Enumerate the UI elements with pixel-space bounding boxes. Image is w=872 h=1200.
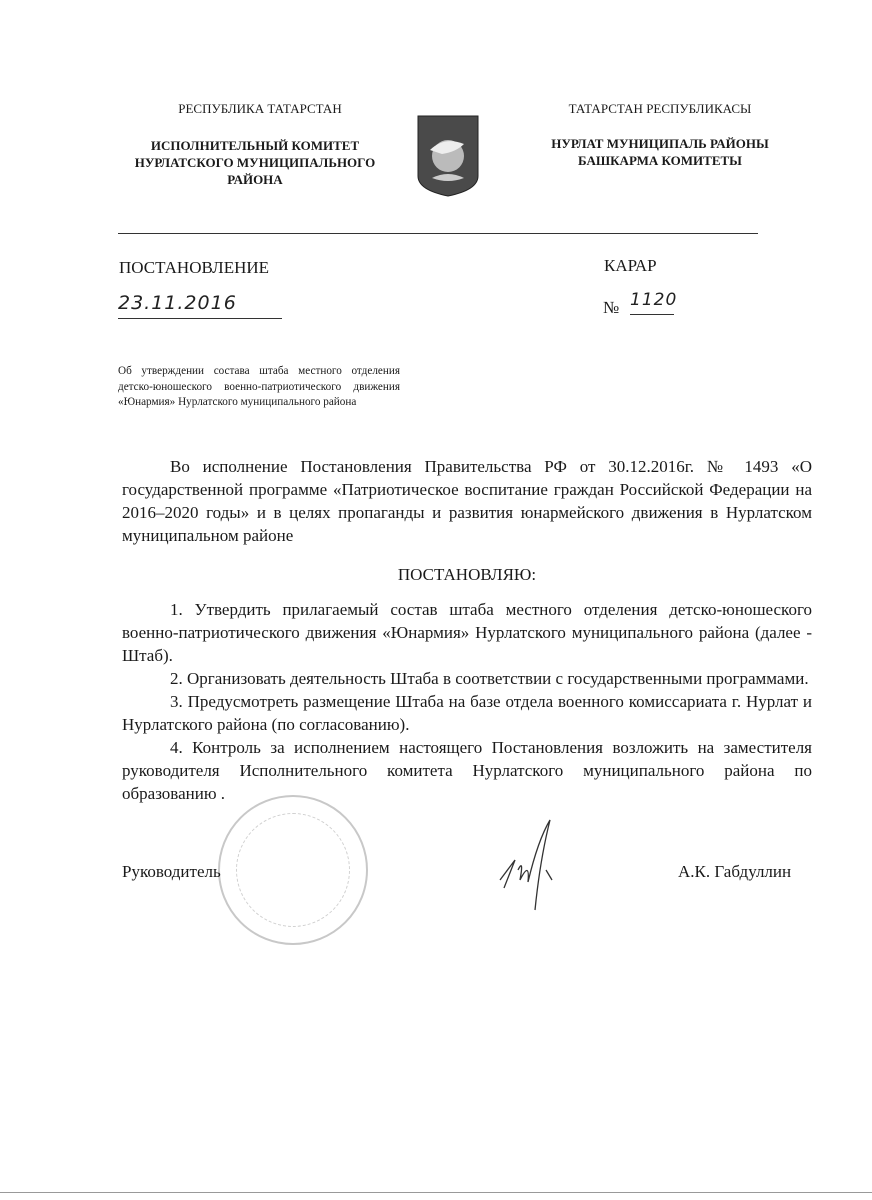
- signatory-position: Руководитель: [122, 862, 221, 881]
- signatory-name: А.К. Габдуллин: [678, 862, 792, 881]
- republic-name-tt: ТАТАРСТАН РЕСПУБЛИКАСЫ: [568, 101, 752, 116]
- coat-of-arms-emblem: [416, 114, 480, 198]
- preamble: [122, 455, 812, 547]
- scan-edge-line: [0, 1192, 872, 1193]
- org-line: НУРЛАТСКОГО МУНИЦИПАЛЬНОГО: [134, 155, 376, 170]
- org-line: НУРЛАТ МУНИЦИПАЛЬ РАЙОНЫ: [551, 136, 769, 151]
- resolution-item: 1. Утвердить прилагаемый состав штаба местного отделения детско-юношеского военно-патриотического движения «Юнармия» Нурлатского муниципального района (далее - Штаб).: [122, 600, 812, 665]
- resolution-item: 4. Контроль за исполнением настоящего Постановления возложить на заместителя руководителя Исполнительного комитета Нурлатского муниципального района по образованию .: [122, 738, 812, 803]
- org-name-ru: [110, 137, 400, 188]
- org-line: ИСПОЛНИТЕЛЬНЫЙ КОМИТЕТ: [150, 138, 360, 153]
- handwritten-signature: [490, 810, 570, 925]
- org-line: РАЙОНА: [227, 172, 283, 187]
- document-subject: Об утверждении состава штаба местного отделения детско-юношеского военно-патриотического движения «Юнармия» Нурлатского муниципального района: [118, 365, 400, 408]
- org-line: БАШКАРМА КОМИТЕТЫ: [578, 153, 742, 168]
- doc-type-ru: ПОСТАНОВЛЕНИЕ: [119, 258, 270, 277]
- resolution-item: 3. Предусмотреть размещение Штаба на базе отдела военного комиссариата г. Нурлат и Нурлатского района (по согласованию).: [122, 692, 812, 734]
- preamble-text: Во исполнение Постановления Правительства РФ от 30.12.2016г. № 1493 «О государственной программе «Патриотическое воспитание граждан Российской Федерации на 2016–2020 годы» и в целях пропаганды и развития юнармейского движения в Нурлатском муниципальном районе: [122, 457, 812, 545]
- republic-name-ru: РЕСПУБЛИКА ТАТАРСТАН: [178, 101, 342, 116]
- resolve-heading: ПОСТАНОВЛЯЮ:: [397, 565, 537, 584]
- official-stamp: [218, 795, 368, 945]
- doc-type-tt: КАРАР: [604, 256, 657, 275]
- document-date: 23.11.2016: [118, 292, 282, 319]
- org-name-tt: [520, 135, 800, 169]
- resolution-items: [122, 598, 812, 805]
- header-divider: [118, 233, 758, 234]
- document-number: 1120: [630, 290, 674, 315]
- resolution-item: 2. Организовать деятельность Штаба в соответствии с государственными программами.: [170, 669, 809, 688]
- number-prefix: №: [603, 298, 620, 317]
